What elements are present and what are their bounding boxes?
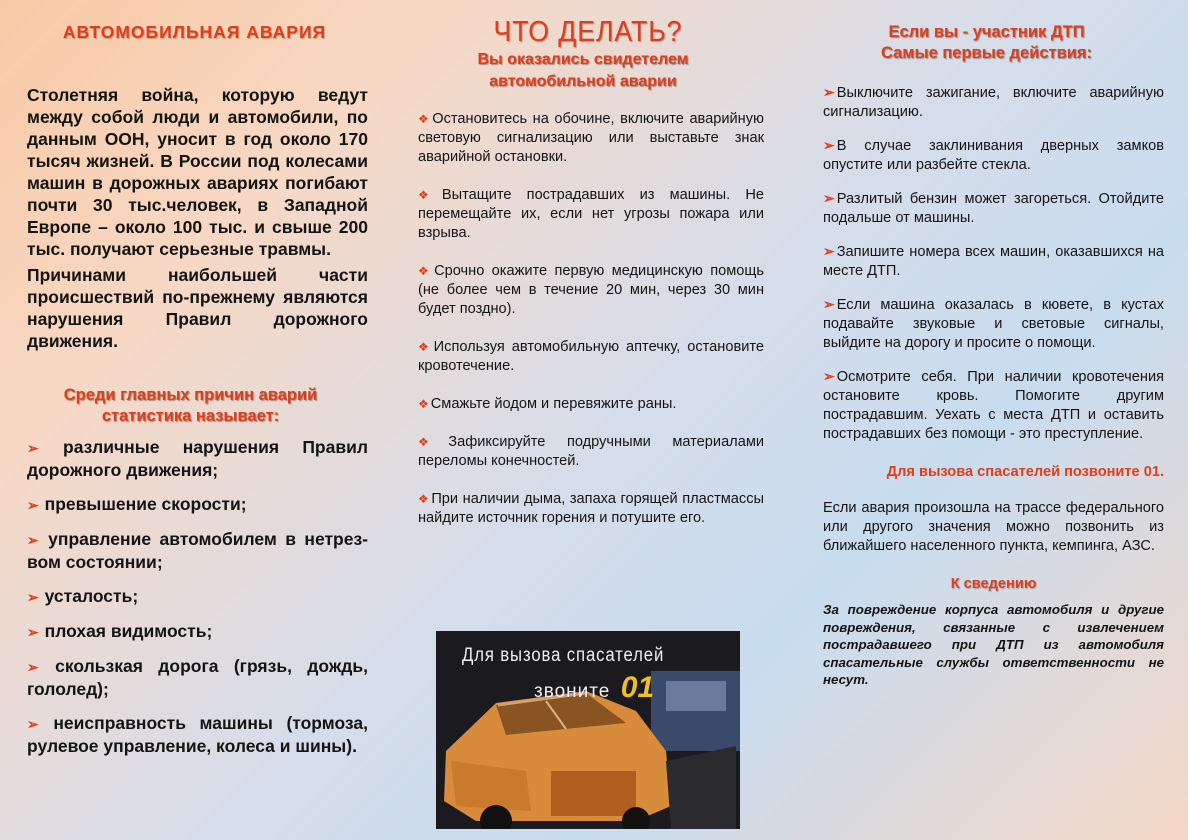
diamond-bullet-icon: ❖: [418, 112, 431, 126]
left-title: АВТОМОБИЛЬНАЯ АВАРИЯ: [62, 22, 327, 42]
step-item: [418, 490, 764, 528]
arrow-bullet-icon: ➢: [823, 243, 835, 259]
cause-item-text: скользкая дорога (грязь, дождь, гололед);: [27, 656, 368, 699]
step-item-text: Срочно окажите первую медицинскую помощь (не более чем в течение 20 мин, через 30 мин будет поздно).: [418, 263, 764, 317]
diamond-bullet-icon: ❖: [418, 264, 433, 278]
action-item-text: Разлитый бензин может загореться. Отойдите подальше от машины.: [823, 191, 1164, 226]
diamond-bullet-icon: ❖: [418, 435, 447, 449]
middle-subtitle: Вы оказались свидетелем автомобильной аварии: [477, 51, 689, 90]
action-item: [823, 189, 1164, 228]
step-item-text: Смажьте йодом и перевяжите раны.: [430, 396, 677, 412]
photo-emergency-number: 01: [620, 671, 655, 704]
cause-item-text: превышение скорости;: [44, 494, 247, 514]
cause-item: [27, 620, 368, 643]
step-item: [418, 338, 764, 376]
highway-paragraph: Если авария произошла на трассе федерального или другого значения можно позвонить из ближайшего населенного пункта, кемпинга, АЗС.: [823, 500, 1164, 554]
action-item-text: Осмотрите себя. При наличии кровотечения остановите кровь. Помогите другим пострадавшим. Уехать с места ДТП и оставить пострадавших без помощи - это преступление.: [823, 369, 1164, 442]
step-item: [418, 433, 764, 471]
call-rescuers-note: Для вызова спасателей позвоните 01.: [886, 464, 1164, 480]
arrow-bullet-icon: ➢: [823, 190, 835, 206]
cause-item: [27, 528, 368, 573]
photo-caption-line1: Для вызова спасателей: [462, 645, 665, 666]
steps-list: [418, 110, 764, 528]
action-item: [823, 242, 1164, 281]
cause-item: [27, 712, 368, 757]
arrow-bullet-icon: ➢: [27, 624, 43, 640]
photo-caption-line2: [534, 671, 654, 705]
arrow-bullet-icon: ➢: [27, 589, 43, 605]
action-item-text: Выключите зажигание, включите аварийную сигнализацию.: [823, 85, 1164, 120]
step-item-text: Зафиксируйте подручными материалами переломы конечностей.: [418, 434, 765, 469]
step-item-text: Используя автомобильную аптечку, остановите кровотечение.: [418, 339, 764, 374]
left-causes-paragraph: Причинами наибольшей части происшествий по-прежнему являются нарушения Правил дорожного движения.: [27, 265, 368, 351]
arrow-bullet-icon: ➢: [27, 440, 62, 456]
action-item: [823, 367, 1164, 444]
cause-item-text: усталость;: [44, 586, 139, 606]
crash-photo: [436, 631, 740, 829]
diamond-bullet-icon: ❖: [418, 340, 432, 354]
action-item: [823, 295, 1164, 353]
action-item-text: В случае заклинивания дверных замков опустите или разбейте стекла.: [823, 138, 1164, 173]
step-item: [418, 395, 764, 414]
arrow-bullet-icon: ➢: [27, 497, 43, 513]
cause-item-text: различные нарушения Правил дорожного движения;: [27, 437, 368, 480]
arrow-bullet-icon: ➢: [27, 659, 54, 675]
cause-item: [27, 436, 368, 481]
cause-item-text: управление автомобилем в нетрез-вом состоянии;: [27, 529, 368, 572]
arrow-bullet-icon: ➢: [27, 716, 52, 732]
middle-title: ЧТО ДЕЛАТЬ?: [493, 16, 683, 48]
diamond-bullet-icon: ❖: [418, 188, 440, 202]
info-text: За повреждение корпуса автомобиля и другие повреждения, связанные с извлечением пострадавшего при ДТП из автомобиля спасательные службы ответственности не несут.: [823, 602, 1164, 687]
right-title-line1: Если вы - участник ДТП: [888, 23, 1085, 41]
photo-caption-call: звоните: [534, 681, 611, 702]
right-title-line2: Самые первые действия:: [880, 44, 1093, 62]
step-item: [418, 262, 764, 319]
step-item-text: Вытащите пострадавших из машины. Не перемещайте их, если нет угрозы пожара или взрыва.: [418, 187, 764, 241]
info-title: К сведению: [950, 576, 1037, 592]
diamond-bullet-icon: ❖: [418, 492, 430, 506]
step-item: [418, 186, 764, 243]
arrow-bullet-icon: ➢: [27, 532, 47, 548]
cause-item: [27, 585, 368, 608]
step-item: [418, 110, 764, 167]
causes-list: [27, 436, 368, 757]
arrow-bullet-icon: ➢: [823, 137, 835, 153]
cause-item: [27, 493, 368, 516]
left-intro-paragraph: Столетняя война, которую ведут между собой люди и автомобили, по данным ООН, уносит в год около 170 тысяч жизней. В России под колесами машин в дорожных авариях погибают почти 30 тыс.человек, в Западной Европе – около 100 тыс. и свыше 200 тыс. получают серьезные травмы.: [27, 85, 368, 259]
step-item-text: Остановитесь на обочине, включите аварийную световую сигнализацию или выставьте знак аварийной остановки.: [418, 111, 764, 165]
left-subtitle: Среди главных причин аварий статистика называет:: [63, 386, 318, 425]
cause-item-text: плохая видимость;: [44, 621, 213, 641]
right-column: [792, 0, 1188, 840]
arrow-bullet-icon: ➢: [823, 368, 835, 384]
arrow-bullet-icon: ➢: [823, 296, 835, 312]
actions-list: [823, 83, 1164, 444]
cause-item-text: неисправность машины (тормоза, рулевое управление, колеса и шины).: [27, 713, 368, 756]
cause-item: [27, 655, 368, 700]
middle-column: [392, 0, 792, 840]
action-item: [823, 136, 1164, 175]
left-column: [0, 0, 392, 840]
action-item-text: Запишите номера всех машин, оказавшихся на месте ДТП.: [823, 244, 1164, 279]
action-item-text: Если машина оказалась в кювете, в кустах подавайте звуковые и световые сигналы, выйдите на дорогу и просите о помощи.: [823, 297, 1164, 351]
diamond-bullet-icon: ❖: [418, 397, 429, 411]
action-item: [823, 83, 1164, 122]
step-item-text: При наличии дыма, запаха горящей пластмассы найдите источник горения и потушите его.: [418, 491, 764, 526]
arrow-bullet-icon: ➢: [823, 84, 835, 100]
